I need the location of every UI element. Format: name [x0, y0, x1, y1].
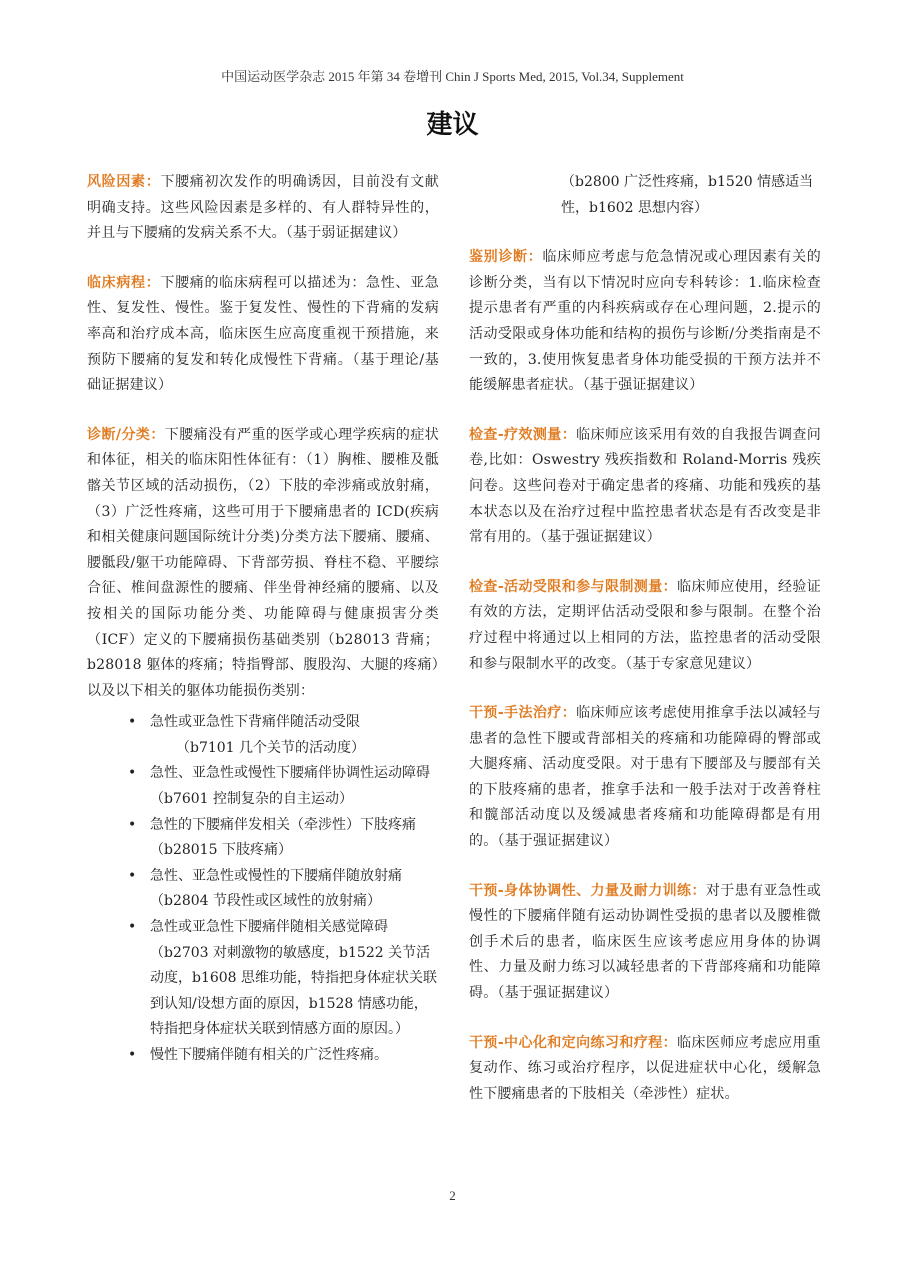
impairment-list — [87, 710, 439, 1068]
list-item: • 慢性下腰痛伴随有相关的广泛性疼痛。 — [87, 1043, 439, 1069]
text-manual-therapy: 临床师应该考虑使用推拿手法以减轻与患者的急性下腰或背部相关的疼痛和功能障碍的臀部或大腿疼痛、活动度受限。对于患有下腰部及与腰部有关的下肢疼痛的患者，推拿手法和一般手法对于改善脊柱和髋部活动度以及缓减患者疼痛和功能障碍都是有用的。（基于强证据建议） — [469, 705, 821, 850]
heading-differential-diagnosis: 鉴别诊断： — [469, 249, 543, 266]
heading-clinical-course: 临床病程： — [87, 274, 161, 291]
heading-risk-factors: 风险因素： — [87, 174, 161, 190]
text-centralization: 临床医师应考虑应用重复动作、练习或治疗程序，以促进症状中心化，缓解急性下腰痛患者的下肢相关（牵涉性）症状。 — [469, 1034, 822, 1102]
right-column — [469, 170, 821, 1131]
heading-coordination-training: 干预-身体协调性、力量及耐力训练： — [469, 882, 706, 899]
bullet-icon: • — [128, 867, 137, 884]
list-item: • 急性、亚急性或慢性的下腰痛伴随放射痛（b2804 节段性或区域性的放射痛） — [87, 864, 439, 915]
heading-activity-measures: 检查-活动受限和参与限制测量： — [469, 578, 678, 595]
list-item: • 急性的下腰痛伴发相关（牵涉性）下肢疼痛（b28015 下肢疼痛） — [87, 813, 439, 864]
paragraph-risk-factors — [87, 170, 439, 247]
text-coordination-training: 对于患有亚急性或慢性的下腰痛伴随有运动协调性受损的患者以及腰椎微创手术后的患者，临床医生应该考虑应用身体的协调性、力量及耐力练习以减轻患者的下背部疼痛和功能障碍。（基于强证据建议） — [469, 882, 821, 1002]
bullet-icon: • — [128, 714, 137, 731]
page-title: 建议 — [426, 110, 479, 140]
paragraph-differential-diagnosis — [469, 245, 821, 399]
running-header: 中国运动医学杂志 2015 年第 34 卷增刊 Chin J Sports Med, 2015, Vol.34, Supplement — [221, 69, 684, 84]
bullet-icon: • — [128, 1047, 137, 1063]
text-diagnosis: 下腰痛没有严重的医学或心理学疾病的症状和体征，相关的临床阳性体征有：（1）胸椎、腰椎及骶髂关节区域的活动损伤，（2）下肢的牵涉痛或放射痛，（3）广泛性疼痛，这些可用于下腰痛患者的 ICD(疾病和相关健康问题国际统计分类)分类方法下腰痛、腰痛、腰骶段/躯干功能障碍、下背部劳损、脊柱不稳、平腰综合征、椎间盘源性的腰痛、伴坐骨神经痛的腰痛、以及按相关的国际功能分类、功能障碍与健康损害分类（ICF）定义的下腰痛损伤基础类别（b28013 背痛；b28018 躯体的疼痛；特指臀部、腹股沟、大腿的疼痛）以及以下相关的躯体功能损伤类别： — [87, 426, 439, 699]
bullet-icon: • — [128, 919, 137, 936]
heading-centralization: 干预-中心化和定向练习和疗程： — [469, 1034, 678, 1051]
text-clinical-course: 下腰痛的临床病程可以描述为：急性、亚急性、复发性、慢性。鉴于复发性、慢性的下背痛的发病率高和治疗成本高，临床医生应高度重视干预措施，来预防下腰痛的复发和转化成慢性下背痛。（基于理论/基础证据建议） — [87, 274, 439, 394]
text-differential-diagnosis: 临床师应考虑与危急情况或心理因素有关的诊断分类，当有以下情况时应向专科转诊：1.临床检查提示患者有严重的内科疾病或存在心理问题，2.提示的活动受限或身体功能和结构的损伤与诊断/分类指南是不一致的，3.使用恢复患者身体功能受损的干预方法并不能缓解患者症状。（基于强证据建议） — [469, 249, 821, 394]
list-item: • 急性或亚急性下背痛伴随活动受限 （b7101 几个关节的活动度） — [87, 710, 439, 761]
text-risk-factors: 下腰痛初次发作的明确诱因，目前没有文献明确支持。这些风险因素是多样的、有人群特异性的，并且与下腰痛的发病关系不大。（基于弱证据建议） — [87, 174, 439, 242]
heading-outcome-measures: 检查-疗效测量： — [469, 426, 577, 443]
page-number: 2 — [449, 1188, 456, 1203]
text-activity-measures: 临床师应使用，经验证有效的方法，定期评估活动受限和参与限制。在整个治疗过程中将通过以上相同的方法，监控患者的活动受限和参与限制水平的改变。（基于专家意见建议） — [469, 578, 822, 672]
list-continuation: （b2800 广泛性疼痛，b1520 情感适当性，b1602 思想内容） — [561, 174, 814, 216]
heading-manual-therapy: 干预-手法治疗： — [469, 705, 577, 722]
bullet-icon: • — [128, 765, 137, 782]
paragraph-clinical-course — [87, 271, 439, 399]
list-item: • 急性或亚急性下腰痛伴随相关感觉障碍（b2703 对刺激物的敏感度，b1522 关节活动度，b1608 思维功能，特指把身体症状关联到认知/设想方面的原因，b1528 情感功能，特指把身体症状关联到情感方面的原因。） — [87, 915, 439, 1043]
list-item: • 急性、亚急性或慢性下腰痛伴协调性运动障碍（b7601 控制复杂的自主运动） — [87, 761, 439, 812]
paragraph-manual-therapy — [469, 701, 821, 855]
paragraph-activity-measures — [469, 575, 821, 677]
paragraph-coordination-training — [469, 879, 821, 1007]
text-outcome-measures: 临床师应该采用有效的自我报告调查问卷,比如：Oswestry 残疾指数和 Roland-Morris 残疾问卷。这些问卷对于确定患者的疼痛、功能和残疾的基本状态以及在治疗过程中监控患者状态是有否改变是非常有用的。（基于强证据建议） — [469, 426, 821, 546]
paragraph-centralization — [469, 1031, 821, 1108]
paragraph-outcome-measures — [469, 423, 821, 551]
heading-diagnosis: 诊断/分类： — [87, 426, 165, 443]
left-column — [87, 170, 439, 1069]
bullet-icon: • — [128, 816, 137, 833]
paragraph-diagnosis — [87, 423, 439, 705]
